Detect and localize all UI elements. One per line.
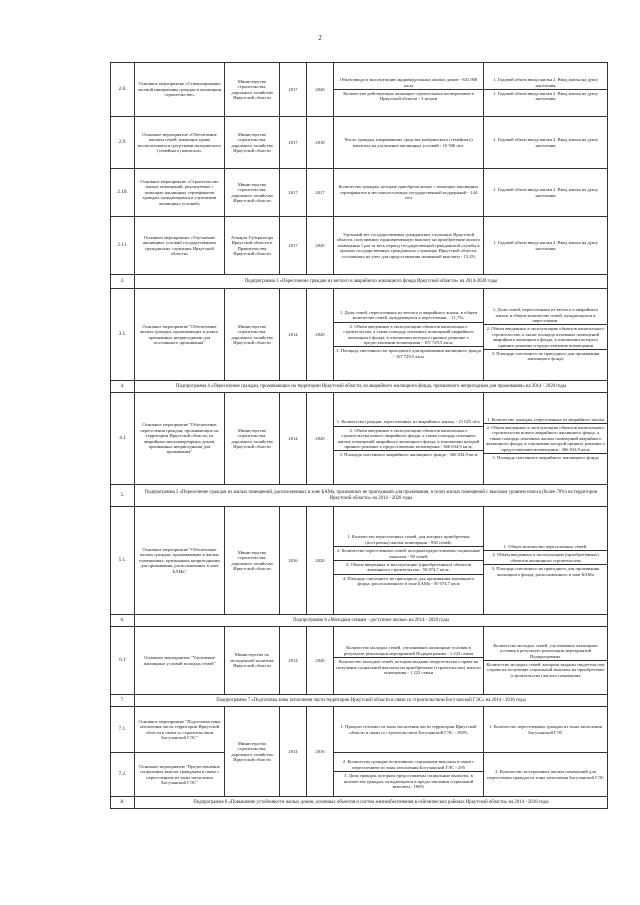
results-cell xyxy=(484,393,608,485)
results-cell xyxy=(484,63,608,117)
indicator-item: Удельный вес государственных гражданских служащих Иркутской области, получивших единовременную выплату на приобретение жилого помещения 1 раз за весь период государственной гражданской службы в органах государственных гражданских служащих Иркутской области, состоявших на учет для предоставления названной выплаты - 13,2% xyxy=(336,231,481,259)
table-body xyxy=(111,63,608,809)
indicator-item: 3. Площадь снесенного аварийного жилищного фонда - 366 034,9 кв.м xyxy=(339,452,478,458)
result-item: 2. Объем введенных в эксплуатацию (приобретенных) объектов жилищного строительства xyxy=(484,551,607,565)
row-number: 2.11. xyxy=(111,217,135,275)
page-number: 2 xyxy=(318,34,322,42)
event-row xyxy=(111,627,608,695)
result-item: 1. Годовой объем ввода жилья 2. Ввод жилья на душу населения xyxy=(484,76,607,89)
subprogram-title: Подпрограмма 5 «Переселение граждан из жилых помещений, расположенных в зоне БАМа, признанных не пригодными для проживания, и (или) жилых помещений с высоким уровнем износа (более 70%) на территории Иркутской области» на 2014 - 2020 годы xyxy=(135,485,608,507)
result-item: 1. Количество переселенных граждан из зоны затопления Богучанской ГЭС xyxy=(489,724,602,735)
executor: Министерство строительства, дорожного хозяйства Иркутской области xyxy=(225,507,280,615)
indicators-cell xyxy=(334,393,484,485)
results-cell xyxy=(484,627,608,695)
row-number: 5. xyxy=(111,485,135,507)
indicator-item: Количество молодых семей, улучшивших жилищные условия в результате реализации мероприятий Подпрограммы - 1 223 семьи xyxy=(334,644,483,657)
event-row xyxy=(111,169,608,217)
executor: Аппарат Губернатора Иркутской области и Правительства Иркутской области xyxy=(225,217,280,275)
indicator-item: 1. Доля семей, переселенных из ветхого и аварийного жилья, в общем количестве семей, нуждающихся в переселении, - 11,7%; xyxy=(334,309,483,322)
subprogram-row xyxy=(111,485,608,507)
executor: Министерство строительства, дорожного хозяйства Иркутской области xyxy=(225,393,280,485)
event-name: Основное мероприятие «Обеспечение жильем семей, имеющих право воспользоваться средствами материнского (семейного) капитала» xyxy=(135,117,225,169)
start-year: 2017 xyxy=(280,63,307,117)
indicators-cell xyxy=(334,63,484,117)
indicator-item: 2. Количество переселенных семей, которым предоставлены социальные выплаты - 90 семей xyxy=(334,547,483,561)
event-name: Основное мероприятие "Обеспечение переселения граждан, проживающих на территории Иркутской области, из аварийных многоквартирных домов, признанных непригодными для проживания" xyxy=(135,393,225,485)
end-year: 2020 xyxy=(307,393,334,485)
result-item: Количество молодых семей, которым выданы свидетельства о праве на получение социальной выплаты на приобретение (строительство) жилого помещения xyxy=(486,662,605,678)
results-cell xyxy=(484,169,608,217)
start-year: 2017 xyxy=(280,217,307,275)
end-year: 2018 xyxy=(307,117,334,169)
indicator-list xyxy=(334,231,483,260)
row-number: 5.1. xyxy=(111,507,135,615)
subprogram-title: Подпрограмма 7 «Подготовка зоны затопления части территории Иркутской области в связи со строительством Богучанской ГЭС» на 2014 - 2016 годы xyxy=(135,695,608,707)
row-number: 6. xyxy=(111,615,135,627)
indicator-list xyxy=(334,758,483,790)
indicators-cell xyxy=(334,507,484,615)
subprogram-title: Подпрограмма 4 «Переселение граждан, проживающих на территории Иркутской области, из аварийного жилищного фонда, признанного непригодным для проживания» на 2014 - 2020 годы xyxy=(135,381,608,393)
indicator-item: Число граждан, направивших средства материнского (семейного) капитала на улучшение жилищных условий - 16 500 чел. xyxy=(344,137,473,148)
event-name: Основное мероприятие «Стимулирование частной инициативы граждан в жилищном строительстве» xyxy=(135,63,225,117)
end-year: 2020 xyxy=(307,289,334,381)
indicator-item: 3. Объем введенных в эксплуатацию (приобретенных) объектов жилищного строительства - 50 074,7 кв.м; xyxy=(334,561,483,575)
row-number: 6.1 xyxy=(111,627,135,695)
subprogram-row xyxy=(111,381,608,393)
indicator-item: 1. Количество граждан, переселенных из аварийного жилья, - 21 025 чел; xyxy=(334,418,483,426)
result-item: 1. Годовой объем ввода жилья 2. Ввод жилья на душу населения xyxy=(493,240,598,251)
row-number: 4.1 xyxy=(111,393,135,485)
subprogram-row xyxy=(111,275,608,289)
event-name: Основное мероприятие "Улучшение жилищных условий молодых семей" xyxy=(135,627,225,695)
event-row xyxy=(111,507,608,615)
event-name: Основное мероприятие "Обеспечение жилых граждан, проживающих в жилых помещениях, признанных непригодными для проживания, расположенных в зоне БАМа" xyxy=(135,507,225,615)
end-year: 2017 xyxy=(307,169,334,217)
indicator-list xyxy=(334,309,483,360)
end-year: 2016 xyxy=(307,707,334,797)
start-year: 2014 xyxy=(280,393,307,485)
indicator-list xyxy=(334,533,483,587)
indicator-item: Количество граждан, которые приобрели жилье с помощью жилищных сертификатов и местнопоселенцах государственной поддержкой - 144 чел xyxy=(338,184,479,201)
row-number: 2.9. xyxy=(111,117,135,169)
result-item: 1. Годовой объем ввода жилья 2. Ввод жилья на душу населения xyxy=(493,187,598,198)
indicator-item: 1. Процент готовности зоны затопления части территории Иркутской области в связи со строительством Богучанской ГЭС - 100% xyxy=(340,724,477,735)
row-number: 2.10. xyxy=(111,169,135,217)
indicators-cell xyxy=(334,117,484,169)
event-row xyxy=(111,117,608,169)
event-name: Основное мероприятие "Предоставление социальных выплат гражданам в связи с переселением из зоны затопления Богучанской ГЭС" xyxy=(135,753,225,797)
indicators-cell xyxy=(334,627,484,695)
result-item: 2. Количество построенных жилых помещений для переселения граждан из зоны затопления Богучанской ГЭС xyxy=(487,769,604,780)
indicator-item: 2. Объем введенных в эксплуатацию объектов капитального строительства, а также площадь изъемных помещений аварийного жилищного фонда, в отношении которого принято решение о предоставлении возмещения - 107 729,5 кв.м; xyxy=(334,322,483,347)
result-item: 2. Объем введенных в эксплуатацию объектов капитального строительства нового аварийного жилищного фонда, а также площадь изъемных жилых помещений аварийного жилищного фонда, в отношении которой принято решение о предоставлении возмещения - 366 034,9 кв.м xyxy=(484,423,607,453)
end-year: 2020 xyxy=(307,217,334,275)
result-item: 3. Площадь снесенного не пригодного для проживания жилищного фонда, расположенного в зоне БАМа xyxy=(491,566,600,577)
end-year: 2020 xyxy=(307,627,334,695)
event-row xyxy=(111,393,608,485)
results-cell xyxy=(484,289,608,381)
indicator-item: 4. Площадь снесенного не пригодного для проживания жилищного фонда, расположенного в зоне БАМа - 50 074,7 кв.м xyxy=(342,575,475,587)
result-list xyxy=(484,768,607,781)
indicator-item: Количество молодых семей, которым выданы свидетельства о праве на получение социальной выплаты на приобретение (строительство) жилого помещения - 1 223 семьи xyxy=(336,659,481,676)
result-list xyxy=(484,723,607,736)
start-year: 2016 xyxy=(280,507,307,615)
executor: Министерство строительства, дорожного хозяйства Иркутской области xyxy=(225,289,280,381)
indicators-cell xyxy=(334,753,484,797)
result-item: 1. Доля семей, переселенных из ветхого и аварийного жилья, в общем количестве семей, нуждающихся в переселении. xyxy=(484,306,607,325)
results-cell xyxy=(484,507,608,615)
start-year: 2017 xyxy=(280,169,307,217)
subprogram-title: Подпрограмма 3 «Переселение граждан из ветхого и аварийного жилищного фонда Иркутской области» на 2014-2020 годы xyxy=(135,275,608,289)
results-cell xyxy=(484,753,608,797)
indicator-list xyxy=(334,136,483,149)
result-list xyxy=(484,136,607,149)
end-year: 2020 xyxy=(307,507,334,615)
result-item: 2. Объем введенных в эксплуатацию объектов капитального строительства, а также площадь изъемных помещений аварийного жилищного фонда, в отношении которого принято решение и предоставление возмещения xyxy=(484,325,607,350)
event-row xyxy=(111,289,608,381)
indicator-item: 2. Количество граждан получивших социальные выплаты в связи с переселением из зоны затопления Богучанской ГЭС - 295 xyxy=(334,758,483,771)
indicator-list xyxy=(334,723,483,736)
row-number: 3.1. xyxy=(111,289,135,381)
result-list xyxy=(484,186,607,199)
result-item: 1. Годовой объем ввода жилья 2. Ввод жилья на душу населения xyxy=(493,91,598,102)
event-name: Основное мероприятие "Обеспечение жилых граждан, проживающих в домах, признанных непригодными для постоянного проживания" xyxy=(135,289,225,381)
subprogram-title: Подпрограмма 6 «Молодым семьям - доступное жилье» на 2014 - 2020 годы xyxy=(135,615,608,627)
executor: Министерство строительства, дорожного хозяйства Иркутской области xyxy=(225,169,280,217)
indicators-cell xyxy=(334,289,484,381)
event-name: Основное мероприятие «Строительство жилых помещений, реализуемых с помощью жилищных сертификатов граждан, нуждающимся в улучшении жилищных условий» xyxy=(135,169,225,217)
executor: Министерство по молодежной политике Иркутской области xyxy=(225,627,280,695)
result-list xyxy=(484,642,607,679)
results-cell xyxy=(484,117,608,169)
subprogram-row xyxy=(111,695,608,707)
row-number: 8. xyxy=(111,797,135,809)
indicator-item: 2. Объем введенных в эксплуатацию объектов капитального строительства нового аварийного фонда, а также площадь изъемных жилых помещений аварийного жилищного фонда, в отношении которой принято решение о предоставлении возмещения - 366 034,9 кв.м; xyxy=(334,426,483,451)
row-number: 2.8. xyxy=(111,63,135,117)
result-item: 1. Количество граждан, переселенных из аварийного жилья xyxy=(484,416,607,424)
row-number: 7. xyxy=(111,695,135,707)
result-item: 1. Годовой объем ввода жилья 2. Ввод жилья на душу населения xyxy=(493,137,598,148)
result-list xyxy=(484,306,607,363)
event-row xyxy=(111,63,608,117)
indicator-list xyxy=(334,644,483,676)
subprogram-row xyxy=(111,615,608,627)
result-item: Количество молодых семей, улучшивших жилищные условия в результате реализации мероприятий Подпрограммы. xyxy=(484,642,607,661)
result-item: 3. Площадь снесенного не пригодного для проживания жилищного фонда xyxy=(491,351,600,362)
indicator-item: Объем ввода в эксплуатацию индивидуальных жилых домов - 841,900 кв.м xyxy=(334,76,483,89)
executor: Министерство строительства, дорожного хозяйства Иркутской области xyxy=(225,707,280,797)
event-row xyxy=(111,217,608,275)
indicator-list xyxy=(334,183,483,201)
result-list xyxy=(484,76,607,103)
start-year: 2014 xyxy=(280,707,307,797)
indicators-cell xyxy=(334,169,484,217)
result-list xyxy=(484,239,607,252)
indicator-item: 3. Площадь снесенного не пригодного для проживания жилищного фонда - 107 729,5 кв.м xyxy=(336,348,481,359)
event-row xyxy=(111,707,608,753)
results-cell xyxy=(484,217,608,275)
subprogram-title: Подпрограмма 8 «Повышение устойчивости жилых домов, основных объектов и систем жизнеобеспечения в сейсмических районах Иркутской области» на 2014 - 2018 годы xyxy=(135,797,608,809)
indicator-item: Количество действующих жилищно-строительных кооперативов в Иркутской области - 3 штуки xyxy=(343,91,474,102)
event-name: Основное мероприятие «Улучшение жилищных условий государственных гражданских служащих Иркутской области» xyxy=(135,217,225,275)
end-year: 2020 xyxy=(307,63,334,117)
event-row xyxy=(111,753,608,797)
results-cell xyxy=(484,707,608,753)
executor: Министерство строительства, дорожного хозяйства Иркутской области xyxy=(225,117,280,169)
start-year: 2014 xyxy=(280,289,307,381)
subprogram-row xyxy=(111,797,608,809)
indicators-cell xyxy=(334,707,484,753)
indicator-list xyxy=(334,76,483,103)
event-name: Основное мероприятие "Подготовка зоны затопления части территории Иркутской области в связи со строительством Богучанской ГЭС" xyxy=(135,707,225,753)
indicator-item: 1. Количество переселенных семей, для которых приобретены (построены) жилые помещения - 930 семей; xyxy=(334,533,483,546)
result-list xyxy=(484,543,607,578)
result-item: 3. Площадь снесенного аварийного жилищного фонда xyxy=(492,455,599,461)
program-table xyxy=(110,62,608,809)
result-list xyxy=(484,416,607,462)
indicators-cell xyxy=(334,217,484,275)
start-year: 2014 xyxy=(280,627,307,695)
row-number: 7.1. xyxy=(111,707,135,753)
indicator-list xyxy=(334,418,483,458)
result-item: 1. Общее количество переселенных семей. xyxy=(484,543,607,551)
indicator-item: 3. Доля граждан, которым предоставлены социальные выплаты, в количестве граждан, нуждающихся в предоставлении социальной выплаты - 100% xyxy=(343,773,474,790)
row-number: 7.2. xyxy=(111,753,135,797)
start-year: 2017 xyxy=(280,117,307,169)
row-number: 4. xyxy=(111,381,135,393)
row-number: 3. xyxy=(111,275,135,289)
executor: Министерство строительства, дорожного хозяйства Иркутской области xyxy=(225,63,280,117)
